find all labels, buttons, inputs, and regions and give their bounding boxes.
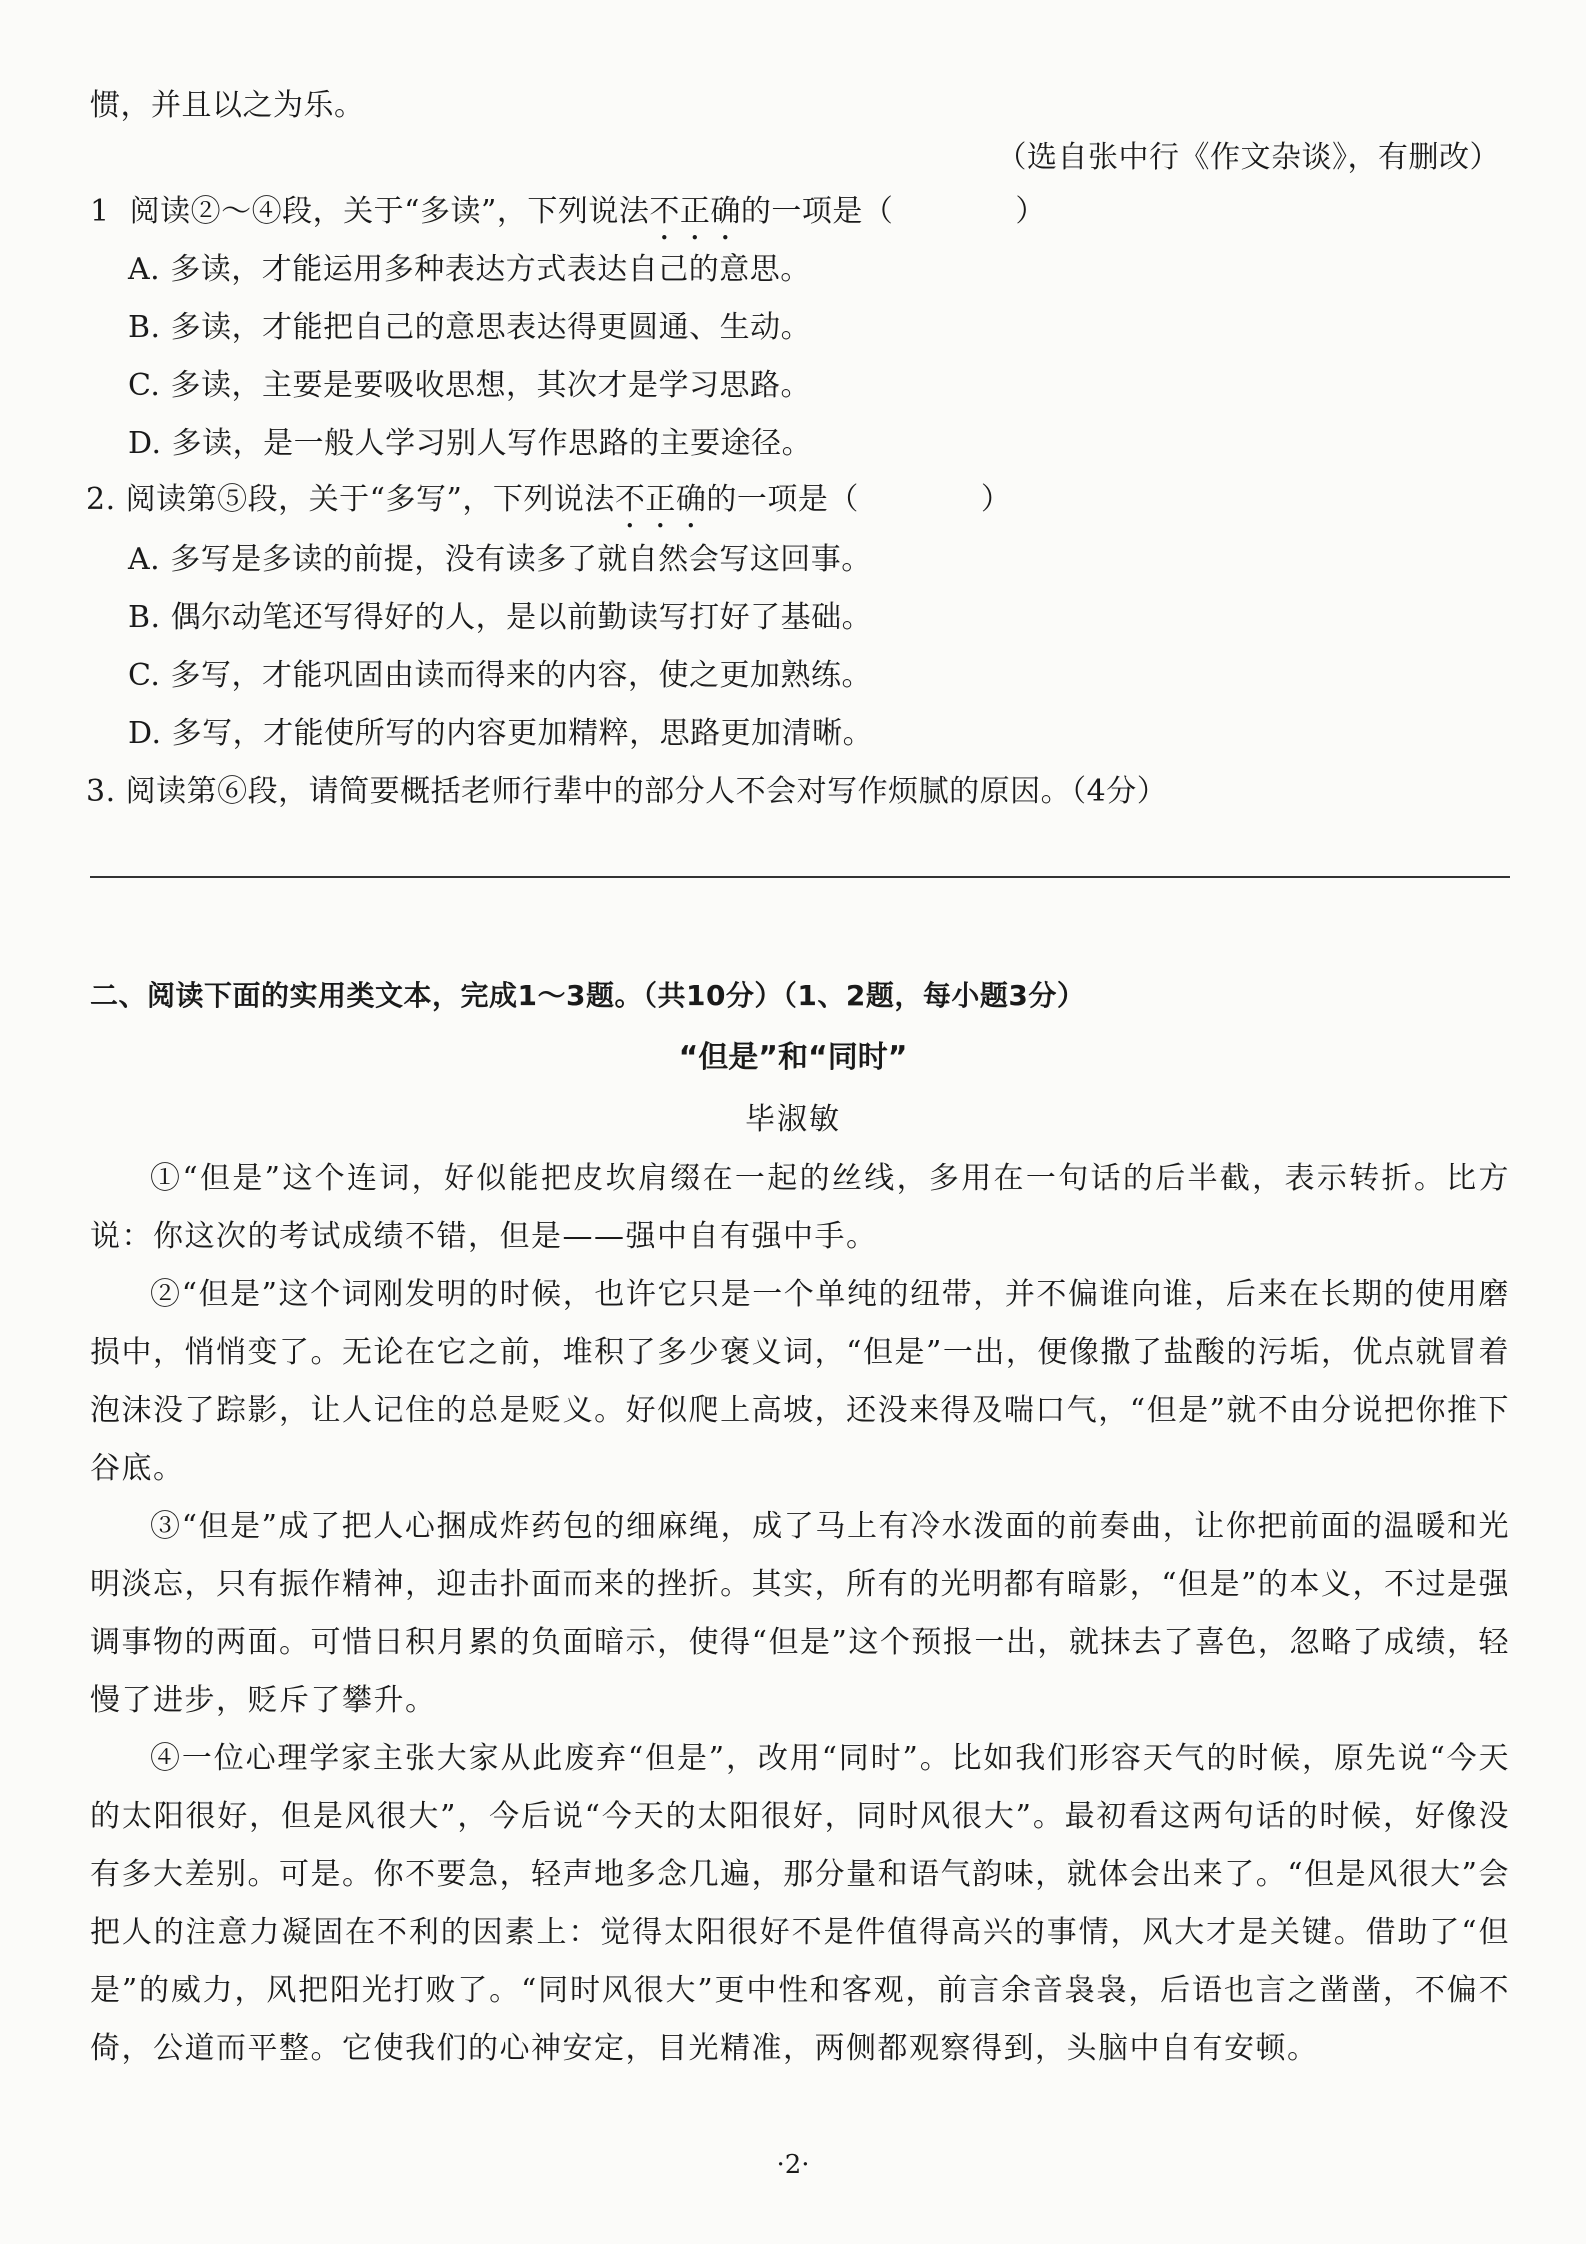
question-text-before: 阅读第⑤段，关于“多写”，下列说法 — [125, 482, 615, 517]
question-number: 1 — [90, 194, 110, 229]
question-2-stem — [86, 480, 1011, 535]
option-a: A. 多读，才能运用多种表达方式表达自己的意思。 — [128, 252, 811, 287]
question-text-before: 阅读②～④段，关于“多读”，下列说法 — [129, 194, 650, 229]
source-citation: （选自张中行《作文杂谈》，有删改） — [996, 140, 1500, 175]
option-d: D. 多读，是一般人学习别人写作思路的主要途径。 — [128, 426, 813, 461]
article-paragraph-2: ②“但是”这个词刚发明的时候，也许它只是一个单纯的纽带，并不偏谁向谁，后来在长期的使用磨损中，悄悄变了。无论在它之前，堆积了多少褒义词，“但是”一出，便像撒了盐酸的污垢，优点就冒着泡沫没了踪影，让人记住的总是贬义。好似爬上高坡，还没来得及喘口气，“但是”就不由分说把你推下谷底。 — [90, 1277, 1510, 1486]
page-number: ·2· — [776, 2150, 810, 2180]
option-c: C. 多读，主要是要吸收思想，其次才是学习思路。 — [128, 368, 811, 403]
question-number: 2. — [86, 482, 116, 517]
section-2-heading: 二、阅读下面的实用类文本，完成1～3题。（共10分）（1、2题，每小题3分） — [90, 979, 1086, 1012]
continuation-text: 惯，并且以之为乐。 — [90, 88, 365, 123]
article-author: 毕淑敏 — [745, 1102, 841, 1137]
article-paragraph-4: ④一位心理学家主张大家从此废弃“但是”，改用“同时”。比如我们形容天气的时候，原先说“今天的太阳很好，但是风很大”，今后说“今天的太阳很好，同时风很大”。最初看这两句话的时候，好像没有多大差别。可是。你不要急，轻声地多念几遍，那分量和语气韵味，就体会出来了。“但是风很大”会把人的注意力凝固在不利的因素上：觉得太阳很好不是件值得高兴的事情，风大才是关键。借助了“但是”的威力，风把阳光打败了。“同时风很大”更中性和客观，前言余音袅袅，后语也言之凿凿，不偏不倚，公道而平整。它使我们的心神安定，目光精准，两侧都观察得到，头脑中自有安顿。 — [90, 1741, 1510, 2066]
question-text-after: 的一项是（ ） — [740, 194, 1046, 229]
emphasis-text: 不正确 — [614, 482, 707, 517]
answer-line — [90, 876, 1510, 878]
option-b: B. 偶尔动笔还写得好的人，是以前勤读写打好了基础。 — [128, 600, 873, 635]
article-paragraph-3: ③“但是”成了把人心捆成炸药包的细麻绳，成了马上有冷水泼面的前奏曲，让你把前面的温暖和光明淡忘，只有振作精神，迎击扑面而来的挫折。其实，所有的光明都有暗影，“但是”的本义，不过是强调事物的两面。可惜日积月累的负面暗示，使得“但是”这个预报一出，就抹去了喜色，忽略了成绩，轻慢了进步，贬斥了攀升。 — [90, 1509, 1510, 1718]
question-number: 3. — [86, 774, 116, 809]
article-paragraph-1: ①“但是”这个连词，好似能把皮坎肩缀在一起的丝线，多用在一句话的后半截，表示转折。比方说：你这次的考试成绩不错，但是——强中自有强中手。 — [90, 1161, 1510, 1254]
article-title: “但是”和“同时” — [678, 1040, 908, 1075]
emphasis-text: 不正确 — [649, 194, 741, 229]
article-body — [90, 1150, 1510, 2078]
question-3 — [86, 772, 1167, 812]
option-d: D. 多写，才能使所写的内容更加精粹，思路更加清晰。 — [128, 716, 874, 751]
question-1-stem — [90, 192, 1046, 247]
option-b: B. 多读，才能把自己的意思表达得更圆通、生动。 — [128, 310, 812, 345]
option-c: C. 多写，才能巩固由读而得来的内容，使之更加熟练。 — [128, 658, 872, 693]
question-text: 阅读第⑥段，请简要概括老师行辈中的部分人不会对写作烦腻的原因。（4分） — [125, 774, 1168, 809]
question-text-after: 的一项是（ ） — [706, 482, 1012, 517]
option-a: A. 多写是多读的前提，没有读多了就自然会写这回事。 — [128, 542, 872, 577]
